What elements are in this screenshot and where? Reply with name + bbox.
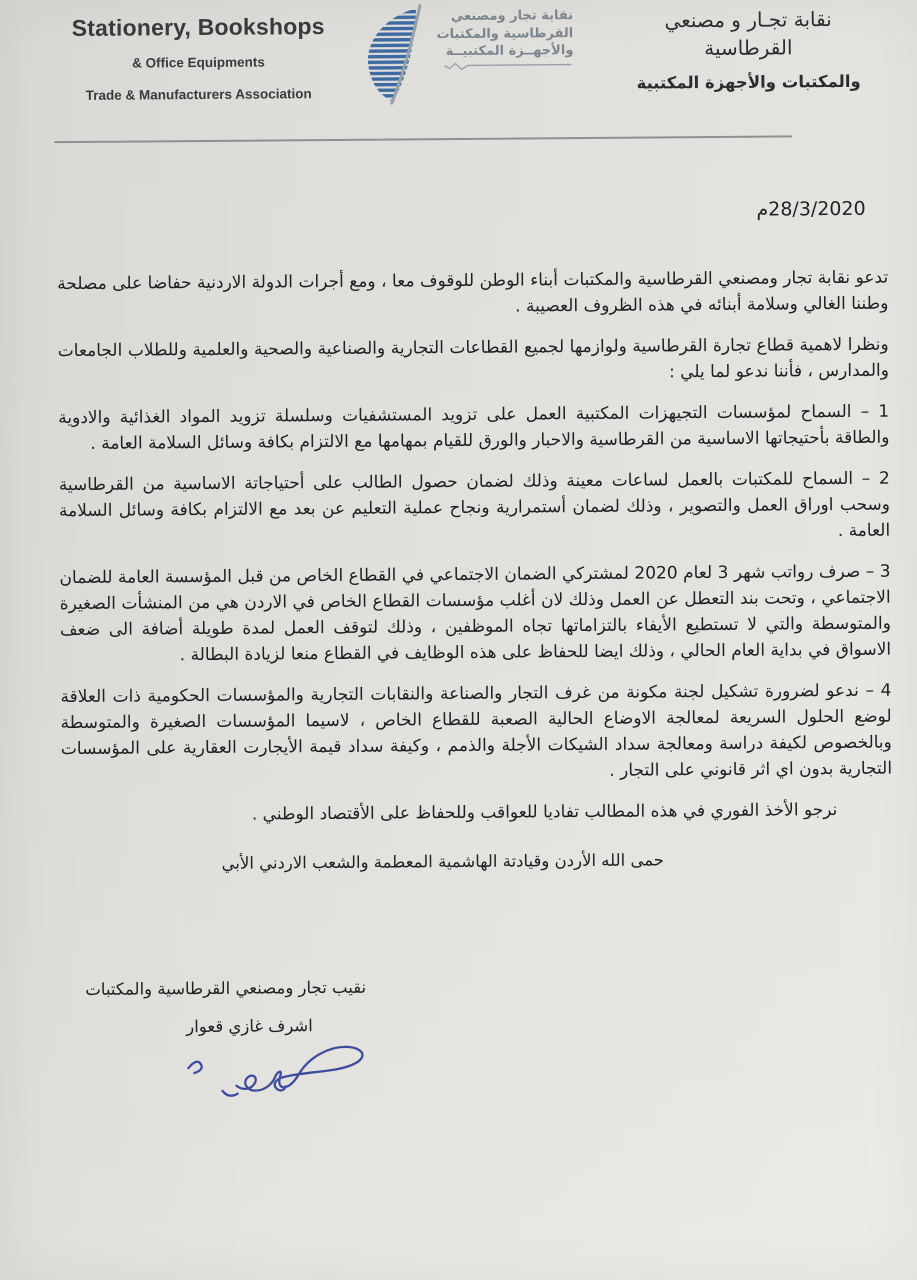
letterhead-arabic <box>597 5 900 93</box>
association-logo <box>356 3 574 105</box>
demand-item-4: 4 – ندعو لضرورة تشكيل لجنة مكونة من غرف التجار والصناعة والنقابات التجارية والمؤسسات الحكومية ذات العلاقة لوضع الحلول السريعة لمعالجة الاوضاع الحالية الصعبة للقطاع الخاص ، لاسيما المؤسسات الصغيرة والمتوسطة وبالخصوص لكيفة دراسة ومعالجة سداد الشيكات الأجلة والذمم ، وكيفة سداد قيمة الأيجارت العقارية على المؤسسات التجارية بدون اي اثر قانوني على التجار . <box>60 680 893 781</box>
closing-request: نرجو الأخذ الفوري في هذه المطالب تفاديا للعواقب وللحفاظ على الأقتصاد الوطني . <box>251 800 838 825</box>
header-divider <box>54 135 792 143</box>
org-name-arabic-line3: والمكتبات والأجهزة المكتبية <box>636 71 861 93</box>
org-name-english: Stationery, Bookshops <box>71 13 325 42</box>
paragraph-context: ونظرا لاهمية قطاع تجارة القرطاسية ولوازمها لجميع القطاعات التجارية والصناعية والصحية والعلمية وللطلاب الجامعات والمدارس ، فأننا ندعو لما يلي : <box>57 334 889 383</box>
logo-text-line1: نقابة تجار ومصنعي <box>450 8 574 25</box>
demand-item-2: 2 – السماح للمكتبات بالعمل لساعات معينة وذلك لضمان حصول الطالب على أحتياجاتة الاساسية من القرطاسية وسحب اوراق العمل والتصوير ، وذلك لضمان أستمرارية ونجاح عملية التعليم عن بعد مع الالتزام بكافة وسائل السلامة العامة . <box>58 468 891 542</box>
signatory-title: نقيب تجار ومصنعي القرطاسية والمكتبات <box>85 977 367 999</box>
letter-date: 28/3/2020م <box>756 197 866 221</box>
signatory-name: اشرف غازي قعوار <box>186 1016 313 1037</box>
org-name-arabic-line1: نقابة تجـار و مصنعي <box>664 7 832 33</box>
demand-item-1: 1 – السماح لمؤسسات التجيهزات المكتبية العمل على تزويد المستشفيات وسلسلة تزويد المواد الغذائية والادوية والطاقة بأحتيجاتها الاساسية من القرطاسية والاحبار والورق للقيام بمهامها مع الالتزام بكافة وسائل السلامة العامة . <box>58 401 890 454</box>
org-name-arabic-line2: القرطاسية <box>704 35 793 61</box>
demand-item-3: 3 – صرف رواتب شهر 3 لعام 2020 لمشتركي الضمان الاجتماعي في القطاع الخاص من قبل المؤسسة العامة للضمان الاجتماعي ، وتحت بند التعطل عن العمل وذلك لان أغلب مؤسسات القطاع الخاص في الاردن هي من المنشأت الصغيرة والمتوسطة والتي لا تستطيع الأيفاء بالتزاماتها تجاه الموظفين ، وذلك لتوقف العمل لمدة طويلة أضافة الى ضعف الاسواق في بداية العام الحالي ، وذلك ايضا للحفاظ على هذه الوظايف في القطاع منعا لزيادة البطالة . <box>59 561 892 666</box>
logo-underline-flourish <box>433 61 573 72</box>
logo-text-line2: القرطاسية والمكتبات <box>436 25 574 42</box>
logo-leaf-icon <box>356 4 425 105</box>
letterhead-english <box>58 13 339 103</box>
org-association-english: Trade & Manufacturers Association <box>85 86 312 103</box>
logo-text-line3: والأجهــزة المكتبيــة <box>445 43 574 60</box>
blessing-line: حمى الله الأردن وقيادتة الهاشمية المعطمة والشعب الاردني الأبي <box>221 850 665 873</box>
org-subtitle-english: & Office Equipments <box>132 54 265 71</box>
letter-body <box>57 265 892 845</box>
handwritten-signature <box>170 1037 391 1111</box>
paragraph-intro: تدعو نقابة تجار ومصنعي القرطاسية والمكتبات أبناء الوطن للوقوف معا ، ومع أجرات الدولة الاردنية حفاضا على مصلحة وطننا الغالي وسلامة أبنائه في هذه الظروف العصيبة . <box>57 267 889 317</box>
logo-text-block <box>433 7 573 72</box>
